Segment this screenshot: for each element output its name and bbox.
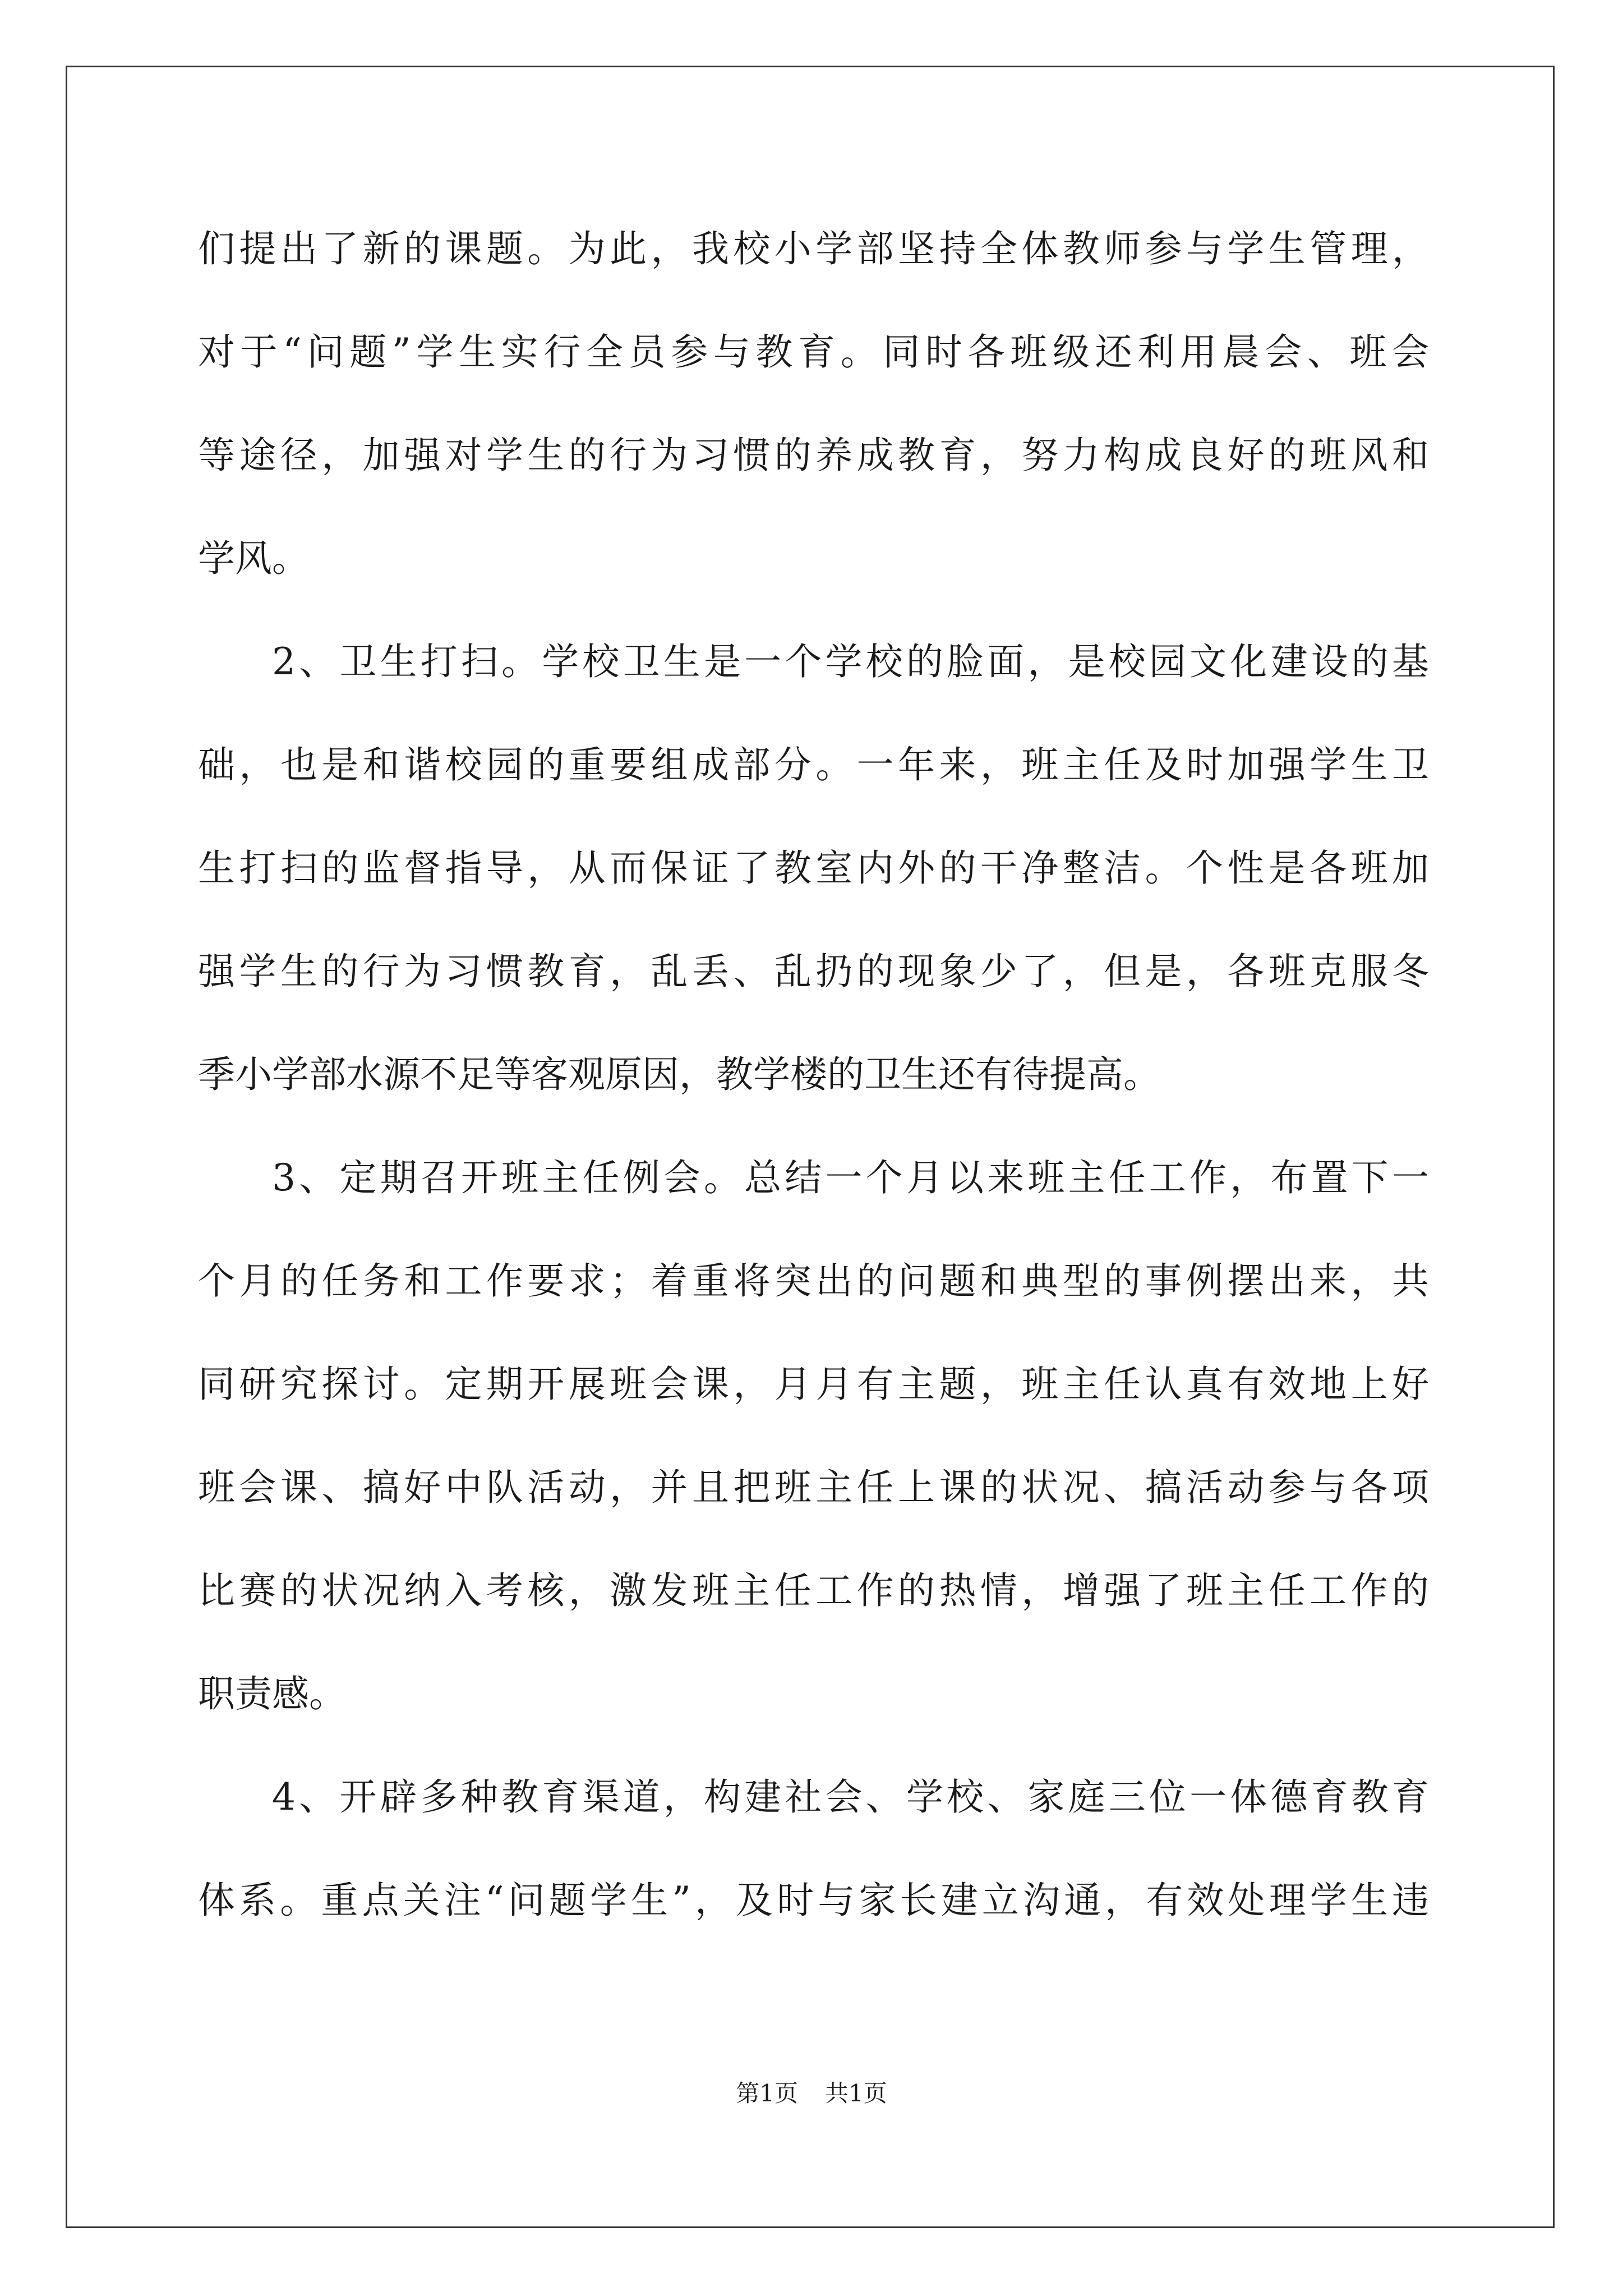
page-footer [0, 2077, 1623, 2110]
page-total: 共1页 [825, 2079, 887, 2107]
text-line: 等途径，加强对学生的行为习惯的养成教育，努力构成良好的班风和 [198, 434, 1429, 477]
text-line: 们提出了新的课题。为此，我校小学部坚持全体教师参与学生管理， [198, 227, 1429, 270]
text-line: 同研究探讨。定期开展班会课，月月有主题，班主任认真有效地上好 [198, 1363, 1429, 1406]
text-line: 生打扫的监督指导，从而保证了教室内外的干净整洁。个性是各班加 [198, 846, 1429, 890]
text-line: 班会课、搞好中队活动，并且把班主任上课的状况、搞活动参与各项 [198, 1466, 1429, 1509]
paragraph-start-line: 3、定期召开班主任例会。总结一个月以来班主任工作，布置下一 [272, 1156, 1429, 1199]
text-line: 础，也是和谐校园的重要组成部分。一年来，班主任及时加强学生卫 [198, 743, 1429, 786]
text-line: 职责感。 [198, 1672, 346, 1715]
text-line: 强学生的行为习惯教育，乱丢、乱扔的现象少了，但是，各班克服冬 [198, 950, 1429, 993]
text-line: 体系。重点关注“问题学生”，及时与家长建立沟通，有效处理学生违 [198, 1879, 1429, 1922]
document-body [198, 197, 1429, 1952]
paragraph-start-line: 4、开辟多种教育渠道，构建社会、学校、家庭三位一体德育教育 [272, 1775, 1429, 1819]
text-line: 对于“问题”学生实行全员参与教育。同时各班级还利用晨会、班会 [198, 330, 1429, 374]
text-line: 季小学部水源不足等客观原因，教学楼的卫生还有待提高。 [198, 1053, 1160, 1096]
text-line: 个月的任务和工作要求；着重将突出的问题和典型的事例摆出来，共 [198, 1259, 1429, 1303]
text-line: 学风。 [198, 537, 309, 580]
text-line: 比赛的状况纳入考核，激发班主任工作的热情，增强了班主任工作的 [198, 1569, 1429, 1612]
page-number: 第1页 [736, 2079, 798, 2107]
paragraph-start-line: 2、卫生打扫。学校卫生是一个学校的脸面，是校园文化建设的基 [272, 640, 1429, 683]
